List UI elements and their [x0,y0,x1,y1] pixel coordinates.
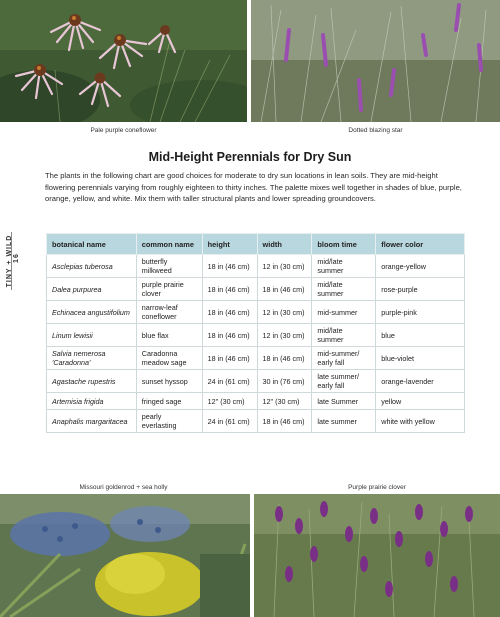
cell-height: 12" (30 cm) [202,393,257,410]
running-head-text [6,232,20,290]
cell-flower-color: yellow [376,393,465,410]
table-row [47,255,465,278]
photo-goldenrod-sea-holly [0,494,250,617]
cell-height: 24 in (61 cm) [202,410,257,433]
cell-bloom-time: mid-summer/ early fall [312,347,376,370]
caption-bottom-right: Purple prairie clover [348,484,406,491]
section-title: Mid-Height Perennials for Dry Sun [148,150,352,164]
running-head-title: TINY + WILD [6,234,13,288]
table-row [47,370,465,393]
intro-paragraph: The plants in the following chart are good choices for moderate to dry sun locations in lean soils. They are mid-height flowering perennials varying from roughly eighteen to thirty inches. The palette mixes well together in shades of blue, purple, orange, yellow, and white. Mix them with taller structural plants and lower spreading groundcovers. [45,171,462,204]
header-bloom-time: bloom time [312,234,376,255]
table-header-row [47,234,465,255]
cell-bloom-time: mid-summer [312,301,376,324]
cell-common-name: sunset hyssop [136,370,202,393]
cell-bloom-time: late Summer [312,393,376,410]
cell-common-name: blue flax [136,324,202,347]
table-row [47,278,465,301]
cell-common-name: purple prairie clover [136,278,202,301]
cell-botanical-name: Salvia nemerosa 'Caradonna' [47,347,137,370]
perennials-table [46,233,465,433]
cell-bloom-time: late summer [312,410,376,433]
cell-flower-color: orange-lavender [376,370,465,393]
cell-height: 24 in (61 cm) [202,370,257,393]
cell-bloom-time: mid/late summer [312,278,376,301]
cell-bloom-time: mid/late summer [312,255,376,278]
cell-common-name: narrow-leaf coneflower [136,301,202,324]
cell-width: 30 in (76 cm) [257,370,312,393]
page-number: 16 [13,253,20,263]
cell-botanical-name: Asclepias tuberosa [47,255,137,278]
cell-common-name: pearly everlasting [136,410,202,433]
table-row [47,347,465,370]
cell-width: 18 in (46 cm) [257,278,312,301]
header-common-name: common name [136,234,202,255]
cell-height: 18 in (46 cm) [202,347,257,370]
cell-flower-color: purple-pink [376,301,465,324]
cell-height: 18 in (46 cm) [202,255,257,278]
cell-common-name: Caradonna meadow sage [136,347,202,370]
cell-width: 12 in (30 cm) [257,255,312,278]
cell-flower-color: orange-yellow [376,255,465,278]
cell-botanical-name: Echinacea angustifolium [47,301,137,324]
cell-width: 18 in (46 cm) [257,410,312,433]
photo-pale-purple-coneflower [0,0,247,122]
cell-flower-color: blue-violet [376,347,465,370]
header-height: height [202,234,257,255]
header-width: width [257,234,312,255]
table-row [47,410,465,433]
cell-flower-color: blue [376,324,465,347]
cell-botanical-name: Agastache rupestris [47,370,137,393]
cell-height: 18 in (46 cm) [202,278,257,301]
caption-top-left: Pale purple coneflower [90,127,157,134]
caption-bottom-left: Missouri goldenrod + sea holly [79,484,168,491]
cell-bloom-time: late summer/ early fall [312,370,376,393]
photo-dotted-blazing-star [251,0,500,122]
cell-width: 18 in (46 cm) [257,347,312,370]
cell-width: 12" (30 cm) [257,393,312,410]
running-head [6,232,18,292]
caption-top-right: Dotted blazing star [348,127,403,134]
table-row [47,324,465,347]
cell-height: 18 in (46 cm) [202,301,257,324]
cell-width: 12 in (30 cm) [257,301,312,324]
table-row [47,393,465,410]
cell-width: 12 in (30 cm) [257,324,312,347]
cell-common-name: butterfly milkweed [136,255,202,278]
photo-purple-prairie-clover [254,494,500,617]
header-botanical-name: botanical name [47,234,137,255]
header-flower-color: flower color [376,234,465,255]
cell-flower-color: white with yellow [376,410,465,433]
cell-botanical-name: Linum lewisii [47,324,137,347]
table-row [47,301,465,324]
cell-common-name: fringed sage [136,393,202,410]
cell-botanical-name: Dalea purpurea [47,278,137,301]
cell-botanical-name: Artemisia frigida [47,393,137,410]
cell-flower-color: rose-purple [376,278,465,301]
cell-height: 18 in (46 cm) [202,324,257,347]
cell-bloom-time: mid/late summer [312,324,376,347]
cell-botanical-name: Anaphalis margaritacea [47,410,137,433]
